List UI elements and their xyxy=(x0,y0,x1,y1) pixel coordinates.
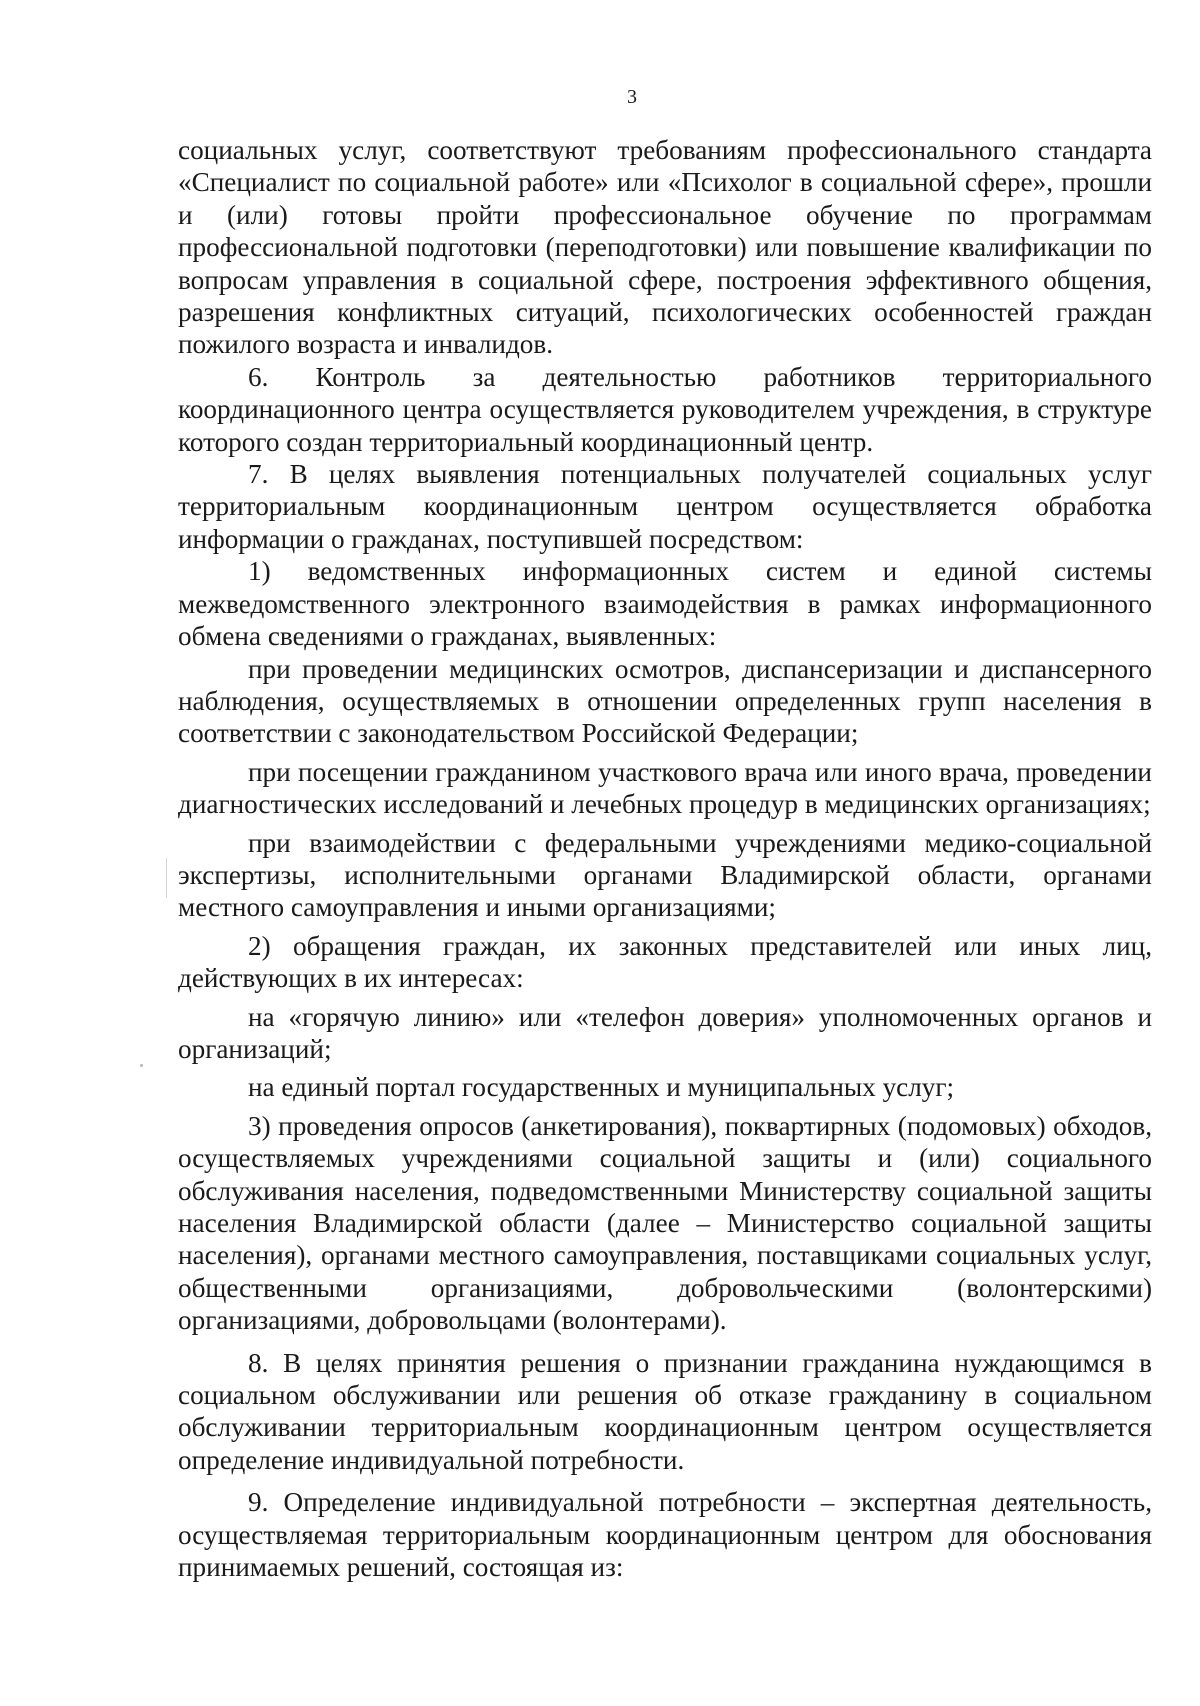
scan-artifact xyxy=(140,1064,143,1067)
paragraph-item-9: 9. Определение индивидуальной потребности – экспертная деятельность, осуществляемая территориальным координационным центром для обоснования принимаемых решений, состоящая из: xyxy=(178,1487,1152,1583)
document-body xyxy=(178,134,1152,1583)
paragraph-item-8: 8. В целях принятия решения о признании гражданина нуждающимся в социальном обслуживании или решения об отказе гражданину в социальном обслуживании территориальным координационным центром осуществляется определение индивидуальной потребности. xyxy=(178,1347,1152,1475)
paragraph-item-6: 6. Контроль за деятельностью работников территориального координационного центра осуществляется руководителем учреждения, в структуре которого создан территориальный координационный центр. xyxy=(178,361,1152,457)
bullet-hotline: на «горячую линию» или «телефон доверия» уполномоченных органов и организаций; xyxy=(178,1001,1152,1064)
page-number: 3 xyxy=(627,86,637,108)
subitem-1-information-systems: 1) ведомственных информационных систем и единой системы межведомственного электронного взаимодействия в рамках информационного обмена сведениями о гражданах, выявленных: xyxy=(178,556,1152,652)
subitem-3-surveys: 3) проведения опросов (анкетирования), поквартирных (подомовых) обходов, осуществляемых учреждениями социальной защиты и (или) социального обслуживания населения, подведомственными Министерству социальной защиты населения Владимирской области (далее – Министерство социальной защиты населения), органами местного самоуправления, поставщиками социальных услуг, общественными организациями, добровольческими (волонтерскими) организациями, добровольцами (волонтерами). xyxy=(178,1110,1152,1336)
subitem-2-citizen-appeals: 2) обращения граждан, их законных представителей или иных лиц, действующих в их интересах: xyxy=(178,930,1152,994)
bullet-doctor-visits: при посещении гражданином участкового врача или иного врача, проведении диагностических исследований и лечебных процедур в медицинских организациях; xyxy=(178,756,1152,820)
paragraph-continuation: социальных услуг, соответствуют требованиям профессионального стандарта «Специалист по социальной работе» или «Психолог в социальной сфере», прошли и (или) готовы пройти профессиональное обучение по программам профессиональной подготовки (переподготовки) или повышение квалификации по вопросам управления в социальной сфере, построения эффективного общения, разрешения конфликтных ситуаций, психологических особенностей граждан пожилого возраста и инвалидов. xyxy=(178,135,1152,360)
bullet-interaction-institutions: при взаимодействии с федеральными учреждениями медико-социальной экспертизы, исполнительными органами Владимирской области, органами местного самоуправления и иными организациями; xyxy=(178,827,1152,923)
bullet-public-services-portal: на единый портал государственных и муниципальных услуг; xyxy=(248,1072,955,1103)
scan-artifact xyxy=(166,858,167,898)
bullet-medical-examinations: при проведении медицинских осмотров, диспансеризации и диспансерного наблюдения, осуществляемых в отношении определенных групп населения в соответствии с законодательством Российской Федерации; xyxy=(178,653,1152,749)
paragraph-item-7: 7. В целях выявления потенциальных получателей социальных услуг территориальным координационным центром осуществляется обработка информации о гражданах, поступившей посредством: xyxy=(178,459,1152,554)
